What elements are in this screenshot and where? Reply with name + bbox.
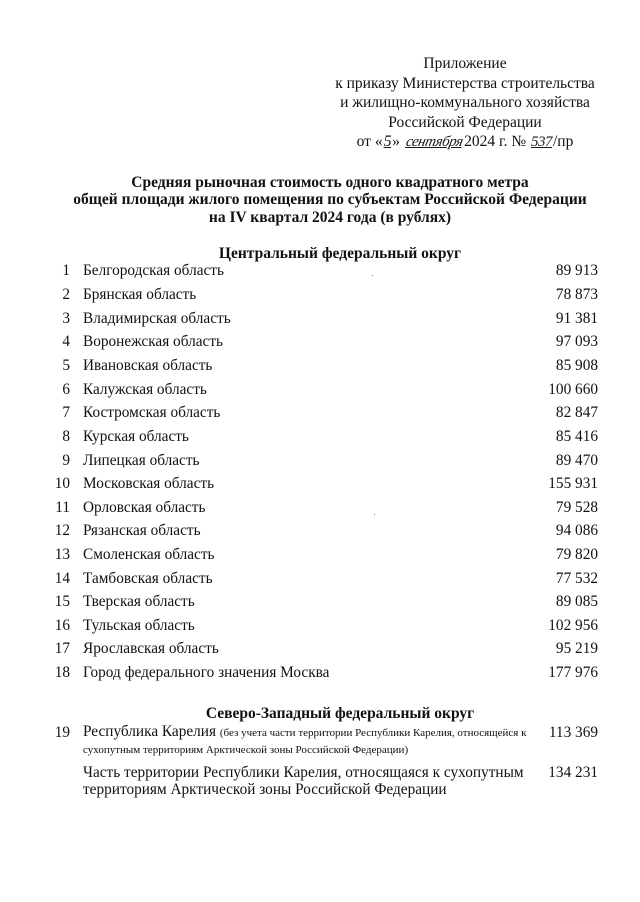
row-number: 19 xyxy=(54,724,70,741)
appendix-country-line: Российской Федерации xyxy=(388,113,542,131)
price-value: 85 416 xyxy=(555,428,598,445)
region-note: (без учета части территории Республики Карелия, относящейся к сухопутным территориям Арктической зоны Российской Федерации) xyxy=(83,727,527,756)
row-number: 13 xyxy=(54,546,70,563)
table-row xyxy=(0,617,640,639)
region-name: Республика Карелия xyxy=(83,723,217,740)
row-number: 8 xyxy=(62,428,70,445)
appendix-order-line: к приказу Министерства строительства xyxy=(335,74,595,92)
region-name: Белгородская область xyxy=(83,262,224,279)
row-number: 5 xyxy=(62,357,70,374)
row-number: 11 xyxy=(55,499,70,516)
row-number: 14 xyxy=(54,570,70,587)
region-name: Костромская область xyxy=(83,404,221,421)
table-row xyxy=(0,499,640,521)
row-number: 17 xyxy=(54,640,70,657)
row-number: 10 xyxy=(54,475,70,492)
date-prefix: от « xyxy=(356,133,383,151)
table-row xyxy=(0,570,640,592)
row-number: 15 xyxy=(54,593,70,610)
price-value: 177 976 xyxy=(548,664,598,681)
appendix-header xyxy=(300,54,630,153)
table-row xyxy=(0,452,640,474)
region-name: Московская область xyxy=(83,475,215,492)
region-name: Смоленская область xyxy=(83,546,215,563)
price-value: 134 231 xyxy=(548,764,598,781)
table-row xyxy=(0,333,640,355)
region-name-with-note xyxy=(83,724,543,758)
price-value: 85 908 xyxy=(555,357,598,374)
table-row xyxy=(0,664,640,686)
price-value: 78 873 xyxy=(555,286,598,303)
order-suffix: /пр xyxy=(553,133,574,151)
price-value: 79 528 xyxy=(555,499,598,516)
region-name: Тамбовская область xyxy=(83,570,213,587)
region-name: Калужская область xyxy=(83,381,207,398)
table-row xyxy=(0,262,640,284)
price-value: 89 470 xyxy=(555,452,598,469)
row-number: 18 xyxy=(54,664,70,681)
title-line-2: общей площади жилого помещения по субъектам Российской Федерации xyxy=(73,191,587,209)
price-value: 91 381 xyxy=(555,310,598,327)
table-row xyxy=(0,357,640,379)
date-year-text: 2024 г. № xyxy=(464,133,527,151)
district-heading-central: Центральный федеральный округ xyxy=(218,245,462,262)
title-line-1: Средняя рыночная стоимость одного квадратного метра xyxy=(131,174,529,191)
region-name: Ивановская область xyxy=(83,357,213,374)
price-value: 89 085 xyxy=(555,593,598,610)
district-heading-northwest: Северо-Западный федеральный округ xyxy=(205,705,475,722)
region-name: Рязанская область xyxy=(83,522,201,539)
row-number: 2 xyxy=(62,286,70,303)
handwritten-day: 5 xyxy=(383,133,392,151)
table-row xyxy=(0,286,640,308)
title-line-3: на IV квартал 2024 года (в рублях) xyxy=(208,208,452,226)
region-name: Тульская область xyxy=(83,617,195,634)
row-number: 3 xyxy=(62,310,70,327)
row-number: 7 xyxy=(62,404,70,421)
table-row xyxy=(0,404,640,426)
price-value: 155 931 xyxy=(548,475,598,492)
row-number: 16 xyxy=(54,617,70,634)
table-row xyxy=(0,381,640,403)
table-row xyxy=(0,310,640,332)
region-name: Владимирская область xyxy=(83,310,231,327)
row-number: 12 xyxy=(54,522,70,539)
table-row xyxy=(0,764,640,804)
table-row xyxy=(0,546,640,568)
region-name: Липецкая область xyxy=(83,452,200,469)
region-name: Тверская область xyxy=(83,593,195,610)
table-row xyxy=(0,428,640,450)
region-name: Часть территории Республики Карелия, относящаяся к сухопутным территориям Арктической зоны Российской Федерации xyxy=(83,764,524,798)
row-number: 6 xyxy=(62,381,70,398)
price-value: 82 847 xyxy=(555,404,598,421)
scan-speck xyxy=(374,514,375,515)
row-number: 9 xyxy=(62,452,70,469)
region-name: Курская область xyxy=(83,428,189,445)
handwritten-month: сентября xyxy=(404,134,464,151)
appendix-ministry-line: и жилищно-коммунального хозяйства xyxy=(340,94,590,112)
row-number: 4 xyxy=(62,333,70,350)
price-value: 100 660 xyxy=(548,381,598,398)
price-value: 113 369 xyxy=(548,724,598,741)
table-row xyxy=(0,522,640,544)
region-name: Брянская область xyxy=(83,286,197,303)
region-name: Город федерального значения Москва xyxy=(83,664,330,681)
appendix-label: Приложение xyxy=(423,55,507,72)
price-value: 95 219 xyxy=(555,640,598,657)
handwritten-order-number: 537 xyxy=(531,134,552,151)
price-value: 102 956 xyxy=(548,617,598,634)
price-value: 97 093 xyxy=(555,333,598,350)
table-row xyxy=(0,640,640,662)
appendix-date-line xyxy=(300,132,630,153)
price-value: 89 913 xyxy=(555,262,598,279)
date-close-quote: » xyxy=(392,133,400,151)
table-row xyxy=(0,475,640,497)
table-row xyxy=(0,593,640,615)
price-value: 79 820 xyxy=(555,546,598,563)
table-row xyxy=(0,724,640,764)
row-number: 1 xyxy=(62,262,70,279)
region-name: Ярославская область xyxy=(83,640,219,657)
region-name: Орловская область xyxy=(83,499,206,516)
region-name: Воронежская область xyxy=(83,333,223,350)
scan-speck xyxy=(372,275,373,276)
price-value: 94 086 xyxy=(555,522,598,539)
document-title xyxy=(40,174,620,226)
price-value: 77 532 xyxy=(555,570,598,587)
